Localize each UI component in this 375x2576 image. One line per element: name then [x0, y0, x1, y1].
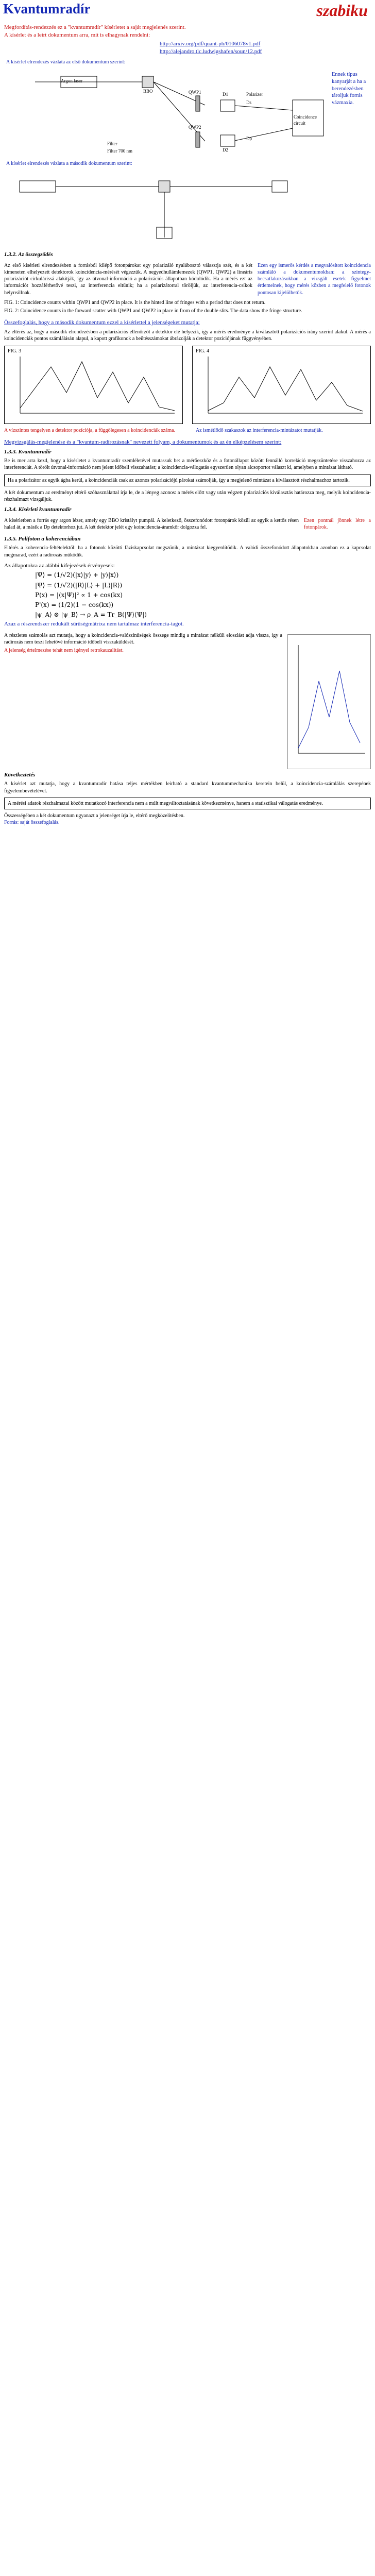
paper1-body: Az első kísérleti elrendezésben a forrásból kilépő fotonpárokat egy polarizáló nyalábosztó választja szét, és a két kimeneten elhelyezett detektorok koincidencia-mérését végezzük. A negyedhullámlemezek (QWP1, QWP2) a lineáris polarizációt cirkulárissá alakítják, így az útvonal-információ a polarizációs állapotban kódolódik. Ha a mérés ezt az információt hozzáférhetővé teszi, az interferencia eltűnik; ha a polarizátorral töröljük, az interferencia-csíkok helyreállnak.	[4, 262, 252, 296]
section7-head: Következtetés	[4, 771, 36, 778]
label-qwp1: QWP1	[189, 90, 201, 95]
section7-box: A mérési adatok részhalmazai között mutatkozó interferencia nem a múlt megváltoztatásának következménye, hanem a statisztikai válogatás eredménye.	[4, 798, 371, 809]
section5-head: 1.3.5. Polifoton a koherenciában	[4, 535, 81, 542]
section3-body-1: Be is mer arra kezd, hogy a kísérletet a kvantumradír szemléletével mutassuk be: a mérőeszköz és a fotonállapot között fennálló korreláció megszüntetése visszahozza az interferenciát. A törölt útvonal-információ nem jelent időbeli visszahatást; a koincidencia-válogatás egyszerűen olyan alcsoportot választ ki, amelyben a mintázat látható.	[4, 458, 371, 471]
section2-head: Összefoglalás, hogy a második dokumentum ezzel a kísérlettel a jelenségeket mutatja:	[4, 319, 200, 326]
paper1-caption-1: FIG. 1: Coincidence counts within QWP1 and QWP2 in place. It is the hinted line of fringes with a period that does not return.	[4, 299, 266, 306]
section2-body: Az eltérés az, hogy a második elrendezésben a polarizációs ellenőrzőt a detektor elé helyezik, így a mérés eredménye a kiválasztott polarizációs irány szerint alakul. A mérés a koincidenciák pontos számlálásán alapul, a kapott grafikonok a beütésszámokat ábrázolják a detektor pozíciójának függvényében.	[4, 329, 371, 342]
fig1-side-note: Ennek típus kanyarját a ha a berendezésben tároljuk forrás vázmaxia.	[332, 72, 366, 106]
equation-1: |Ψ⟩ = (1/√2)(|x⟩|y⟩ + |y⟩|x⟩)	[35, 571, 119, 579]
math-note: Azaz a részrendszer redukált sűrűségmátrixa nem tartalmaz interferencia-tagot.	[4, 621, 184, 628]
graph-2-title: FIG. 4	[196, 348, 210, 354]
paper1-heading: 1.3.2. Az összegződés	[4, 251, 53, 258]
link-list	[160, 40, 375, 56]
link-1[interactable]: http://arxiv.org/pdf/quant-ph/0106078v1.pdf	[160, 40, 261, 47]
section3	[4, 448, 371, 471]
label-filter-1: Filter	[107, 141, 117, 147]
brand-logo: szabiku	[316, 1, 368, 20]
section6	[4, 632, 371, 654]
graph-1	[4, 346, 183, 424]
intro	[0, 23, 375, 40]
graph-2-note: Az ismétlődő szakaszok az interferencia-mintázatot mutatják.	[196, 427, 323, 433]
setup-diagram-1	[4, 69, 371, 157]
paper-section-1	[4, 251, 371, 314]
footer-line-1: Összességében a két dokumentum ugyanazt a jelenséget írja le, eltérő megközelítésben.	[4, 812, 185, 819]
footer-line-2: Forrás: saját összefoglalás.	[4, 820, 60, 826]
math-intro: Az állapotokra az alábbi kifejezések érvényesek:	[4, 562, 115, 569]
graph-2	[192, 346, 371, 424]
intro-line-2: A kísérlet és a leírt dokumentum arra, mit is elhagynak rendelni:	[4, 31, 150, 38]
section3-sub: 1.3.3. Kvantumradír	[4, 448, 52, 455]
side-figure-plot	[288, 635, 370, 769]
equation-5: |ψ_A⟩ ⊗ |ψ_B⟩ → ρ_A = Tr_B(|Ψ⟩⟨Ψ|)	[35, 611, 147, 619]
math-block	[4, 562, 371, 629]
graph-2-plot	[193, 346, 370, 423]
fig1-caption: A kísérlet elrendezés vázlata az első dokumentum szerint:	[6, 59, 126, 65]
link-2[interactable]: http://alejandro.tlc.ludwigshafen/soun/12.pdf	[160, 48, 262, 55]
label-d2: D2	[223, 147, 228, 153]
section4-head: 1.3.4. Kísérleti kvantumradír	[4, 506, 72, 513]
equation-4: P'(x) = (1/2)(1 − cos(kx))	[35, 601, 114, 608]
setup-diagram-2	[4, 171, 371, 248]
paper1-caption-2: FIG. 2: Coincidence counts in the forward scatter with QWP1 and QWP2 in place in from of the double slits. The data show the fringe structure.	[4, 308, 302, 314]
section3-box: Ha a polarizátor az egyik ágba kerül, a koincidenciák csak az azonos polarizációjú párokat számolják, így a megjelenő mintázat a kiválasztott részhalmazhoz tartozik.	[4, 474, 371, 486]
intro-line-1: Megfordítás-rendezzés ez a "kvantumradír" kísérletet a saját megjelenés szerint.	[4, 24, 186, 30]
paper1-side: Ezen egy ismerős kérdés a megvalósított koincidencia számláló a dokumentumokban: a szintegy-becsatlakozásokban a vizsgált esetek figyelmet érdemelnek, hogy mérés közben a megfelelő fotonok pontosan kijelölhetők.	[258, 262, 371, 296]
graphs-row	[4, 346, 371, 424]
section4	[4, 506, 371, 532]
graph-1-plot	[5, 346, 182, 423]
setup-figure-2	[4, 171, 371, 248]
section5-body: Eltérés a koherencia-feltételektől: ha a fotonok közötti fáziskapcsolat megszűnik, a mintázat kiegyenlítődik. A valódi összefonódott állapotokban azonban ez a kapcsolat megmarad, ezért a radírozás működik.	[4, 545, 371, 558]
label-dp: Dp	[246, 136, 252, 142]
side-figure	[287, 634, 371, 769]
section3-head: Megvizsgálás-megjelenése és a "kvantum-radírozásnak" nevezett folyam, a dokumentumok és az én elképzelésem szerint:	[4, 438, 282, 445]
section4-note: Ezen pontnál jönnek létre a fotonpárok.	[304, 517, 371, 530]
header	[0, 0, 375, 23]
graph-1-title: FIG. 3	[8, 348, 22, 354]
label-bbo: BBO	[143, 89, 153, 94]
label-qwp2: QWP2	[189, 125, 201, 130]
label-filter-2: Filter 700 nm	[107, 148, 132, 154]
section6-body: A részletes számolás azt mutatja, hogy a koincidencia-valószínűségek összege mindig a mintázat nélküli eloszlást adja vissza, így a radírozás nem teszi lehetővé információ időbeli visszaküldését.	[4, 632, 282, 646]
label-coincidence: Coincidence circuit	[294, 114, 317, 126]
section7	[4, 771, 371, 794]
label-argon: Argon laser	[61, 78, 83, 84]
label-d1: D1	[223, 92, 228, 97]
section5	[4, 535, 371, 558]
label-ds: Ds	[246, 100, 252, 106]
section3-body-2: A két dokumentum az eredményt eltérő szóhasználattal írja le, de a lényeg azonos: a mérés előtt vagy után végzett polarizációs kiválasztás határozza meg, melyik koincidencia-részhalmazt vizsgáljuk.	[4, 489, 371, 502]
equation-3: P(x) = |⟨x|Ψ⟩|² ∝ 1 + cos(kx)	[35, 591, 123, 599]
section4-body: A kísérletben a forrás egy argon lézer, amely egy BBO kristályt pumpál. A keletkező, összefonódott fotonpárok közül az egyik a kettős résen halad át, a másik a Dp detektorhoz jut. A két detektor jelét egy koincidencia-áramkör dolgozza fel.	[4, 517, 299, 530]
equation-2: |Ψ⟩ = (1/√2)(|R⟩|L⟩ + |L⟩|R⟩)	[35, 581, 123, 589]
setup-figure-1	[4, 69, 371, 157]
fig2-caption: A kísérlet elrendezés vázlata a második dokumentum szerint:	[6, 161, 132, 167]
page-title: Kvantumradír	[3, 1, 91, 16]
label-polarizer: Polarizer	[246, 92, 263, 97]
section6-side: A jelenség értelmezése tehát nem igényel retrokauzalitást.	[4, 648, 124, 654]
graph-notes	[4, 427, 371, 434]
footer	[4, 812, 371, 826]
graph-1-note: A vízszintes tengelyen a detektor pozíciója, a függőlegesen a koincidenciák száma.	[4, 427, 176, 433]
section7-body: A kísérlet azt mutatja, hogy a kvantumradír hatása teljes mértékben leírható a standard kvantummechanika keretein belül, a koincidencia-számlálás szerepének figyelembevételével.	[4, 781, 371, 794]
